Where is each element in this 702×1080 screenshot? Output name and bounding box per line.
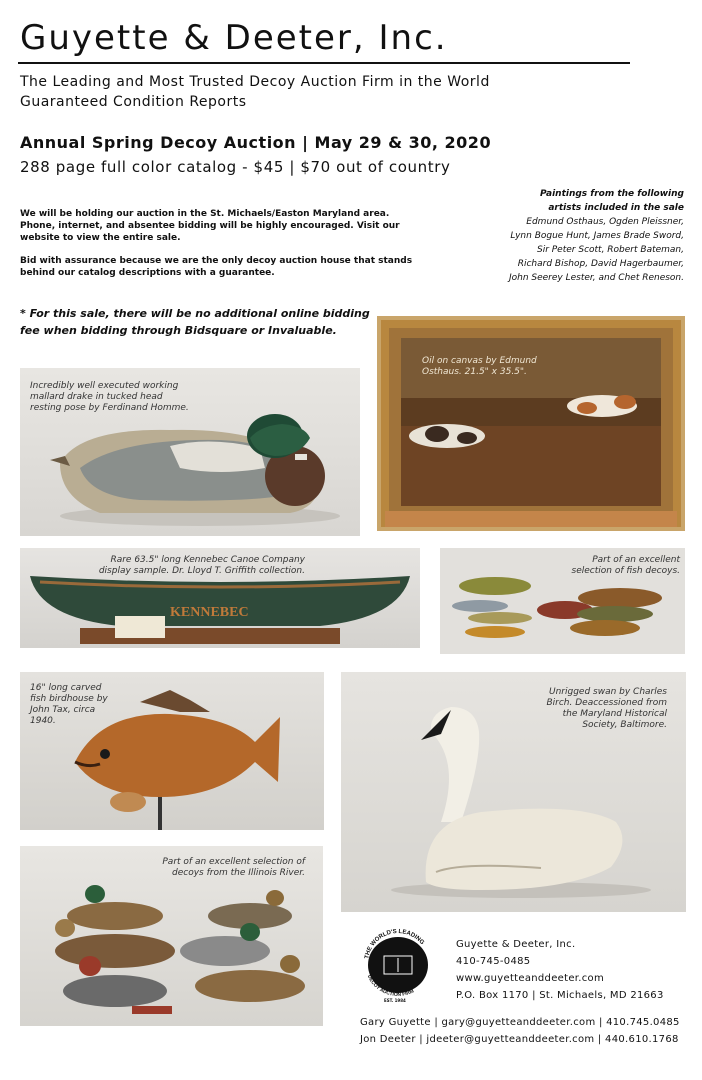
canoe-caption: Rare 63.5" long Kennebec Canoe Company display sample. Dr. Lloyd T. Griffith collection. <box>98 555 305 576</box>
contact-address: P.O. Box 1170 | St. Michaels, MD 21663 <box>456 990 664 1001</box>
seal-top-text: THE WORLD'S LEADING <box>364 928 425 960</box>
title-rule <box>18 62 630 64</box>
contact-company: Guyette & Deeter, Inc. <box>456 939 576 950</box>
tagline-line-2: Guaranteed Condition Reports <box>20 94 247 110</box>
intro-paragraph-2: Bid with assurance because we are the only decoy auction house that stands behind our catalog descriptions with a guarantee. <box>20 256 413 278</box>
contact-block <box>456 936 664 1004</box>
contact-jon[interactable]: Jon Deeter | jdeeter@guyetteanddeeter.com | 440.610.1768 <box>360 1034 679 1045</box>
online-fee-notice: * For this sale, there will be no additional online bidding fee when bidding through Bidsquare or Invaluable. <box>20 307 370 337</box>
artists-heading-line-2: artists included in the sale <box>548 203 684 213</box>
mallard-caption: Incredibly well executed working mallard drake in tucked head resting pose by Ferdinand Homme. <box>30 381 189 413</box>
decoy-seal-icon <box>360 928 436 998</box>
seal-bottom-text: DECOY AUCTION FIRM <box>365 974 416 998</box>
painting-caption: Oil on canvas by Edmund Osthaus. 21.5" x 35.5". <box>422 356 537 377</box>
intro-paragraph-1: We will be holding our auction in the St. Michaels/Easton Maryland area. Phone, internet, and absentee bidding will be highly encouraged. Visit our website to view the entire sale. <box>20 209 400 243</box>
contact-website[interactable]: www.guyetteanddeeter.com <box>456 973 605 984</box>
tagline <box>20 72 490 112</box>
painting-photo <box>377 316 685 531</box>
illinois-decoys-caption: Part of an excellent selection of decoys from the Illinois River. <box>162 857 305 878</box>
catalog-price: 288 page full color catalog - $45 | $70 out of country <box>20 158 451 176</box>
swan-caption: Unrigged swan by Charles Birch. Deaccessioned from the Maryland Historical Society, Baltimore. <box>546 687 667 730</box>
contact-gary[interactable]: Gary Guyette | gary@guyetteanddeeter.com | 410.745.0485 <box>360 1017 680 1028</box>
company-seal-logo <box>360 928 436 998</box>
paintings-artists-note <box>504 187 684 285</box>
auction-title: Annual Spring Decoy Auction | May 29 & 30, 2020 <box>20 133 492 152</box>
canoe-lettering: KENNEBEC <box>170 605 249 620</box>
tagline-line-1: The Leading and Most Trusted Decoy Auction Firm in the World <box>20 74 490 90</box>
artists-list: Edmund Osthaus, Ogden Pleissner, Lynn Bogue Hunt, James Brade Sword, Sir Peter Scott, Robert Bateman, Richard Bishop, David Hagerbaumer, John Seerey Lester, and Chet Reneson. <box>508 217 684 283</box>
hunting-dogs-painting-image <box>377 316 685 531</box>
contact-people <box>360 1014 680 1048</box>
artists-heading-line-1: Paintings from the following <box>539 189 684 199</box>
fish-decoys-caption: Part of an excellent selection of fish decoys. <box>571 555 680 576</box>
contact-phone[interactable]: 410-745-0485 <box>456 956 531 967</box>
seal-est-text: EST. 1984 <box>384 998 406 1003</box>
fish-birdhouse-caption: 16" long carved fish birdhouse by John Tax, circa 1940. <box>30 683 108 726</box>
company-title: Guyette & Deeter, Inc. <box>20 18 448 58</box>
